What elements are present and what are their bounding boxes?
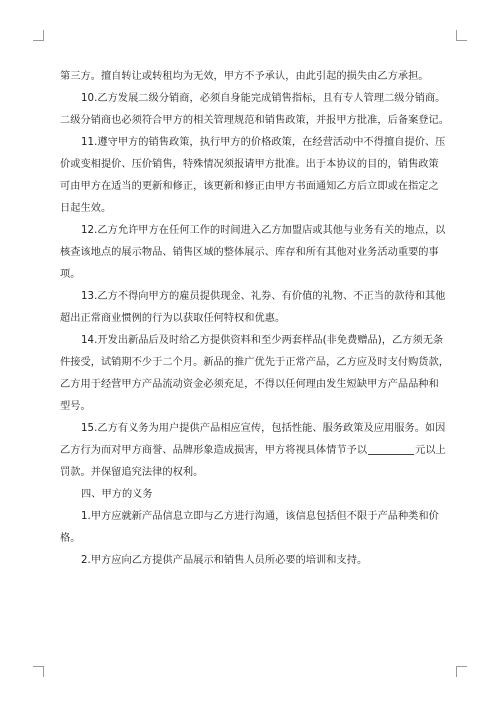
text-line: 型号。 [60, 401, 91, 412]
text-line: 2.甲方应向乙方提供产品展示和销售人员所必要的培训和支持。 [81, 555, 368, 566]
crop-mark-bottom-left [33, 666, 44, 677]
crop-mark-top-left [33, 30, 44, 41]
paragraph-obligation-1 [60, 506, 442, 550]
text-line: 核查该地点的展示物品、销售区域的整体展示、库存和所有其他对业务活动重要的事 [60, 247, 439, 258]
text-line: 格。 [60, 533, 81, 544]
text-line: 日起生效。 [60, 203, 112, 214]
text-line: 10.乙方发展二级分销商，必须自身能完成销售指标，且有专人管理二级分销商。 [81, 93, 446, 104]
text-line: 件接受，试销期不少于二个月。新品的推广优先于正常产品，乙方应及时支付购货款， [60, 357, 450, 368]
blank-prefix-text: 乙方行为而对甲方商誉、品牌形象造成损害，甲方将视具体情节予以 [60, 445, 368, 456]
paragraph-item-14 [60, 330, 450, 418]
text-line: 罚款。并保留追究法律的权利。 [60, 467, 204, 478]
amount-blank-field[interactable] [368, 442, 414, 455]
crop-mark-bottom-right [456, 666, 467, 677]
text-line: 1.甲方应就新产品信息立即与乙方进行沟通，该信息包括但不限于产品种类和价 [81, 511, 439, 522]
text-line: 15.乙方有义务为用户提供产品相应宣传，包括性能、服务政策及应用服务。如因 [81, 423, 446, 434]
paragraph-item-11 [60, 132, 446, 220]
paragraph-obligation-2 [60, 550, 442, 572]
section-heading: 四、甲方的义务 [81, 489, 153, 500]
text-line-with-blank [60, 440, 446, 462]
paragraph-item-15 [60, 418, 446, 484]
text-line: 乙方用于经营甲方产品流动资金必须充足，不得以任何理由发生短缺甲方产品品种和 [60, 379, 439, 390]
text-line: 13.乙方不得向甲方的雇员提供现金、礼券、有价值的礼物、不正当的款待和其他 [81, 291, 446, 302]
text-line: 可由甲方在适当的更新和修正，该更新和修正由甲方书面通知乙方后立即或在指定之 [60, 181, 439, 192]
section-heading-party-a-obligations [60, 484, 442, 506]
text-line: 二级分销商也必须符合甲方的相关管理规范和销售政策，并报甲方批准，后备案登记。 [60, 115, 450, 126]
blank-suffix-text: 元以上 [415, 445, 446, 456]
text-line: 项。 [60, 269, 81, 280]
text-line: 11.遵守甲方的销售政策，执行甲方的价格政策，在经营活动中不得擅自提价、压 [81, 137, 446, 148]
text-line: 14.开发出新品后及时给乙方提供资料和至少两套样品(非免费赠品)，乙方须无条 [81, 335, 444, 346]
paragraph-item-13 [60, 286, 446, 330]
text-line: 12.乙方允许甲方在任何工作的时间进入乙方加盟店或其他与业务有关的地点，以 [81, 225, 446, 236]
text-line: 价或变相提价、压价销售，特殊情况须报请甲方批准。出于本协议的目的，销售政策 [60, 159, 439, 170]
text-line: 第三方。擅自转让或转租均为无效，甲方不予承认，由此引起的损失由乙方承担。 [60, 71, 429, 82]
crop-mark-top-right [456, 30, 467, 41]
paragraph-item-12 [60, 220, 446, 286]
text-line: 超出正常商业惯例的行为以获取任何特权和优惠。 [60, 313, 286, 324]
document-body [60, 66, 450, 572]
paragraph-continuation [60, 66, 442, 88]
paragraph-item-10 [60, 88, 450, 132]
